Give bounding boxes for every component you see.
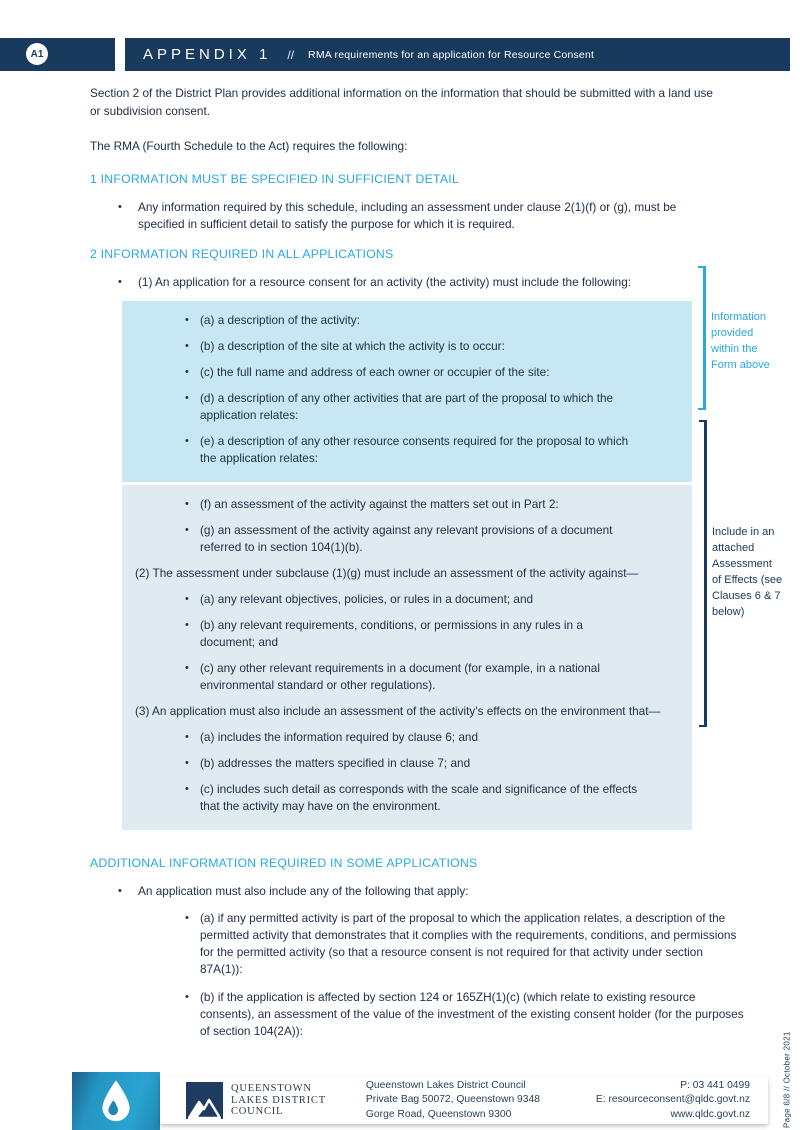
- bullet-icon: •: [185, 757, 189, 769]
- section3-item-b: (b) if the application is affected by section 124 or 165ZH(1)(c) (which relate to existing resource consents), an assessment of the value of the investment of the existing consent holder (for the purposes of section 104(2A)):: [200, 990, 744, 1038]
- list-item: [185, 910, 800, 978]
- box1-item-b: (b) a description of the site at which the activity is to occur:: [200, 339, 505, 353]
- bullet-icon: •: [185, 991, 189, 1003]
- header-title: APPENDIX 1: [143, 46, 272, 63]
- list-item: [185, 364, 692, 381]
- section3-intro-text: An application must also include any of the following that apply:: [138, 884, 469, 898]
- bullet-icon: •: [185, 340, 189, 352]
- bullet-icon: •: [185, 662, 189, 674]
- bullet-icon: •: [185, 524, 189, 536]
- list-item: [185, 729, 692, 746]
- footer-contact: [596, 1079, 750, 1123]
- bullet-icon: •: [118, 201, 122, 213]
- highlight-box-assessment: [122, 485, 692, 830]
- header-subtitle: RMA requirements for an application for Resource Consent: [308, 48, 595, 61]
- list-item: [185, 591, 692, 608]
- content-area: [0, 84, 800, 1051]
- section2-intro-text: (1) An application for a resource consent for an activity (the activity) must include the following:: [138, 275, 632, 289]
- logo-line: COUNCIL: [231, 1106, 284, 1118]
- footer-address: [366, 1079, 540, 1123]
- logo-line: LAKES DISTRICT: [231, 1094, 326, 1106]
- qldc-logo-text: [231, 1083, 326, 1118]
- bullet-icon: •: [185, 435, 189, 447]
- box1-item-d: (d) a description of any other activities that are part of the proposal to which the application relates:: [200, 391, 614, 422]
- box2-clause2-item-c: (c) any other relevant requirements in a document (for example, in a national environmental standard or other regulations).: [200, 661, 600, 692]
- mountain-logo-icon: [186, 1082, 223, 1119]
- address-line: Queenstown Lakes District Council: [365, 1079, 526, 1091]
- bullet-icon: •: [185, 392, 189, 404]
- header-separator: //: [287, 47, 295, 62]
- box2-clause2-item-b: (b) any relevant requirements, conditions, or permissions in any rules in a document; and: [200, 618, 583, 649]
- list-item: [185, 989, 800, 1040]
- list-item: [185, 496, 692, 513]
- bullet-icon: •: [185, 912, 189, 924]
- annotation-form-info: Information provided within the Form above: [711, 311, 770, 371]
- box1-item-a: (a) a description of the activity:: [200, 313, 360, 327]
- section1-heading: 1 INFORMATION MUST BE SPECIFIED IN SUFFICIENT DETAIL: [90, 172, 459, 186]
- qldc-logo: [186, 1082, 326, 1119]
- bullet-icon: •: [185, 783, 189, 795]
- email-address[interactable]: E: resourceconsent@qldc.govt.nz: [595, 1094, 750, 1106]
- bracket-form-info: [698, 266, 706, 410]
- header-bar: [125, 38, 790, 71]
- footer-card: [160, 1077, 768, 1124]
- intro-paragraph-1: Section 2 of the District Plan provides additional information on the information that should be submitted with a land use or subdivision consent.: [90, 86, 713, 118]
- list-item: [185, 660, 692, 694]
- list-item: [185, 617, 692, 651]
- page-number-sidebar: Page 6/8 // October 2021: [782, 1031, 792, 1128]
- section3-intro-bullet: [118, 883, 800, 900]
- bullet-icon: •: [185, 593, 189, 605]
- annotation-assessment: Include in an attached Assessment of Effects (see Clauses 6 & 7 below): [712, 526, 783, 618]
- logo-line: QUEENSTOWN: [231, 1083, 312, 1095]
- box2-clause3-item-c: (c) includes such detail as corresponds with the scale and significance of the effects that the activity may have on the environment.: [200, 782, 638, 813]
- box2-clause3-item-b: (b) addresses the matters specified in clause 7; and: [200, 756, 471, 770]
- bullet-icon: •: [185, 314, 189, 326]
- bullet-icon: •: [185, 731, 189, 743]
- address-line: Private Bag 50072, Queenstown 9348: [365, 1094, 540, 1106]
- box1-item-e: (e) a description of any other resource consents required for the proposal to which the application relates:: [200, 434, 629, 465]
- bracket-assessment: [699, 420, 707, 727]
- header-stub-bar: [0, 38, 115, 71]
- section1-bullet-text: Any information required by this schedule, including an assessment under clause 2(1)(f) or (g), must be specified in sufficient detail to satisfy the purpose for which it is required.: [138, 200, 677, 231]
- intro-paragraph-2: The RMA (Fourth Schedule to the Act) requires the following:: [90, 139, 408, 153]
- box2-clause2-intro: (2) The assessment under subclause (1)(g) must include an assessment of the activity against—: [135, 566, 639, 580]
- list-item: [185, 755, 692, 772]
- section2-heading: 2 INFORMATION REQUIRED IN ALL APPLICATIONS: [90, 247, 394, 261]
- list-item: [185, 522, 692, 556]
- phone-number: P: 03 441 0499: [680, 1079, 750, 1091]
- footer-drop-tile: [72, 1072, 160, 1130]
- box2-clause3-intro: (3) An application must also include an assessment of the activity's effects on the environment that—: [135, 704, 661, 718]
- bullet-icon: •: [185, 619, 189, 631]
- box2-clause2-item-a: (a) any relevant objectives, policies, or rules in a document; and: [200, 592, 534, 606]
- list-item: [185, 390, 692, 424]
- bullet-icon: •: [185, 366, 189, 378]
- list-item: [185, 433, 692, 467]
- box1-item-c: (c) the full name and address of each owner or occupier of the site:: [200, 365, 550, 379]
- box2-clause3-item-a: (a) includes the information required by clause 6; and: [200, 730, 479, 744]
- list-item: [185, 312, 692, 329]
- address-line: Gorge Road, Queenstown 9300: [365, 1108, 512, 1120]
- appendix-badge: A1: [26, 43, 48, 65]
- box2-item-f: (f) an assessment of the activity against the matters set out in Part 2:: [200, 497, 559, 511]
- list-item: [185, 338, 692, 355]
- water-drop-icon: [96, 1078, 136, 1124]
- section3-heading: ADDITIONAL INFORMATION REQUIRED IN SOME APPLICATIONS: [90, 856, 478, 870]
- bullet-icon: •: [118, 276, 122, 288]
- list-item: [185, 781, 692, 815]
- website-url[interactable]: www.qldc.govt.nz: [670, 1108, 750, 1120]
- highlight-box-form-info: [122, 301, 692, 482]
- section1-bullet: [118, 199, 800, 233]
- bullet-icon: •: [185, 498, 189, 510]
- box2-item-g: (g) an assessment of the activity against any relevant provisions of a document referred to in section 104(1)(b).: [200, 523, 613, 554]
- section3-item-a: (a) if any permitted activity is part of the proposal to which the application relates, a description of the permitted activity that demonstrates that it complies with the requirements, conditions, and permissions for the permitted activity (so that a resource consent is not required for that activity under section 87A(1)):: [200, 911, 737, 976]
- bullet-icon: •: [118, 885, 122, 897]
